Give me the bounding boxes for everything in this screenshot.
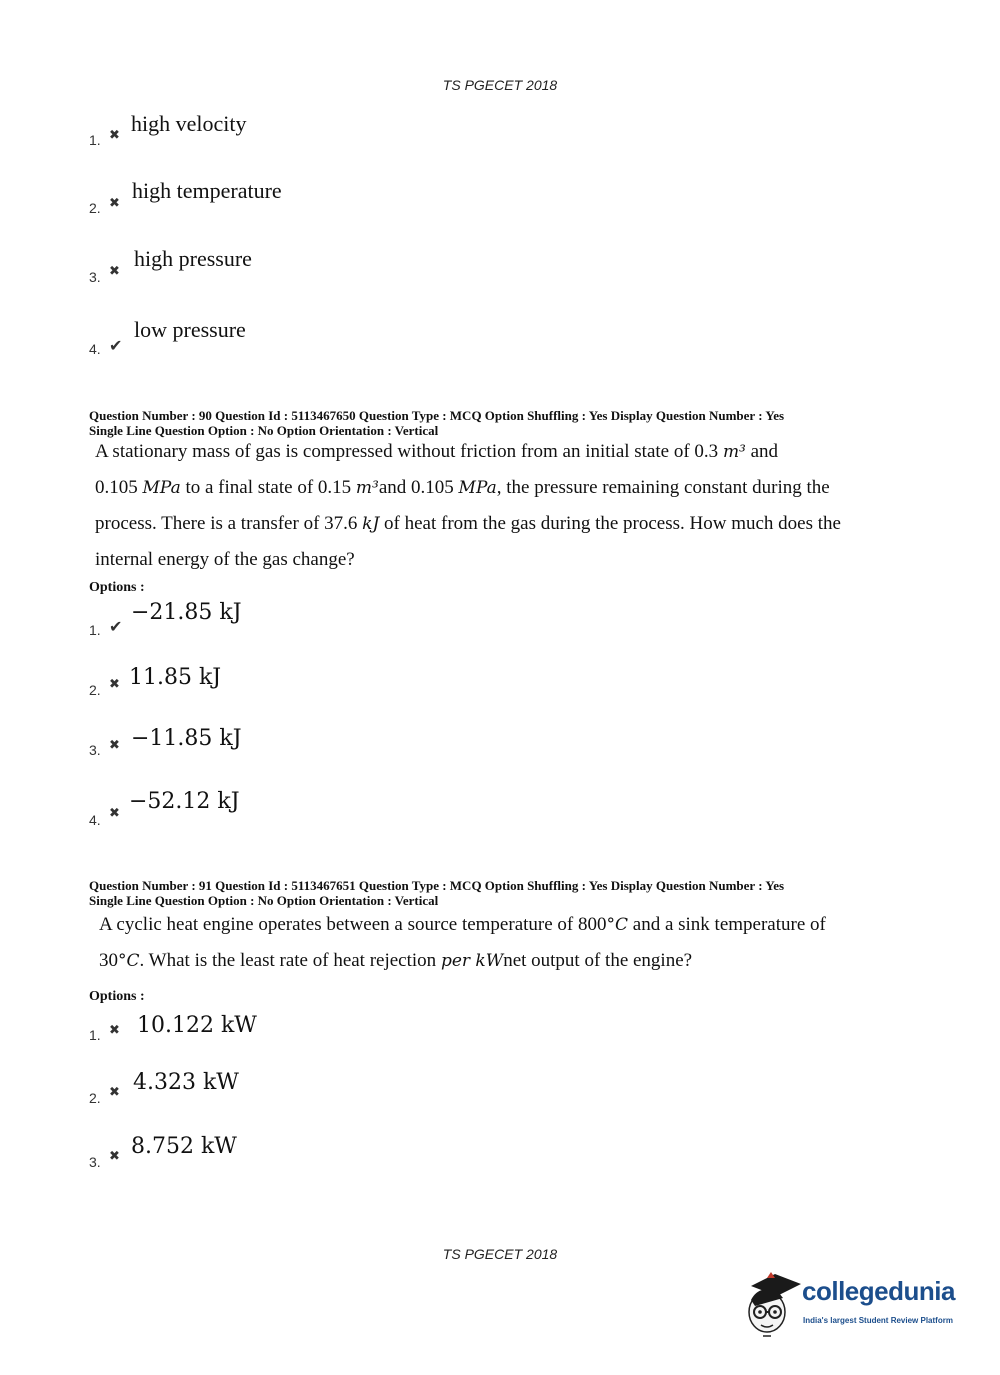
option-number: 3. — [89, 742, 101, 758]
options-label: Options : — [89, 580, 145, 595]
question-line: process. There is a transfer of 37.6 kJ of heat from the gas during the process. How much does the — [95, 513, 841, 534]
question-line: A stationary mass of gas is compressed without friction from an initial state of 0.3 m³ and — [95, 441, 779, 462]
check-mark-icon: ✔ — [109, 617, 123, 636]
q89-option-1 — [89, 108, 389, 148]
option-text: 10.122 kW — [137, 1013, 257, 1038]
meta-line-2: Single Line Question Option : No Option Orientation : Vertical — [89, 423, 439, 438]
option-number: 1. — [89, 622, 101, 638]
collegedunia-logo — [745, 1270, 975, 1340]
option-number: 2. — [89, 1090, 101, 1106]
option-text: high temperature — [132, 178, 282, 203]
q91-option-3 — [89, 1130, 389, 1170]
q89-option-4 — [89, 317, 389, 357]
option-number: 3. — [89, 269, 101, 285]
q90-option-2 — [89, 658, 389, 698]
option-number: 1. — [89, 132, 101, 148]
question-91-meta — [89, 878, 909, 908]
page-footer: TS PGECET 2018 — [442, 1246, 558, 1262]
mascot-icon — [745, 1270, 805, 1340]
option-number: 3. — [89, 1154, 101, 1170]
option-text: high pressure — [134, 246, 252, 271]
option-text: high velocity — [131, 111, 247, 136]
wrong-mark-icon: ✖ — [109, 1085, 120, 1100]
option-text: low pressure — [134, 317, 246, 342]
q90-option-1 — [89, 598, 389, 638]
question-line: A cyclic heat engine operates between a source temperature of 800°C and a sink temperature of — [99, 914, 826, 935]
q89-option-2 — [89, 176, 389, 216]
question-line: 30°C. What is the least rate of heat rejection per kWnet output of the engine? — [99, 950, 693, 971]
q89-option-3 — [89, 245, 389, 285]
q90-option-4 — [89, 788, 389, 828]
wrong-mark-icon: ✖ — [109, 677, 120, 692]
options-label: Options : — [89, 989, 145, 1004]
wrong-mark-icon: ✖ — [109, 738, 120, 753]
wrong-mark-icon: ✖ — [109, 264, 120, 279]
logo-wordmark: collegedunia — [802, 1276, 955, 1306]
wrong-mark-icon: ✖ — [109, 196, 120, 211]
q90-option-3 — [89, 718, 389, 758]
meta-line-2: Single Line Question Option : No Option Orientation : Vertical — [89, 893, 439, 908]
option-text: 8.752 kW — [131, 1134, 237, 1159]
option-number: 1. — [89, 1027, 101, 1043]
wrong-mark-icon: ✖ — [109, 1023, 120, 1038]
logo-tagline: India's largest Student Review Platform — [803, 1316, 953, 1325]
page-header: TS PGECET 2018 — [442, 77, 558, 93]
question-line: internal energy of the gas change? — [95, 549, 355, 570]
question-90-text — [95, 434, 905, 578]
option-text: −11.85 kJ — [131, 726, 242, 751]
q91-option-2 — [89, 1066, 389, 1106]
meta-line-1: Question Number : 91 Question Id : 5113467651 Question Type : MCQ Option Shuffling : Yes Display Question Number : Yes — [89, 878, 785, 893]
option-number: 4. — [89, 341, 101, 357]
q91-option-1 — [89, 1003, 389, 1043]
option-text: −52.12 kJ — [129, 789, 240, 814]
question-line: 0.105 MPa to a final state of 0.15 m³and 0.105 MPa, the pressure remaining constant during the — [95, 477, 830, 498]
option-text: 11.85 kJ — [129, 665, 222, 690]
option-text: 4.323 kW — [133, 1070, 239, 1095]
wrong-mark-icon: ✖ — [109, 128, 120, 143]
question-91-text — [99, 907, 909, 979]
option-text: −21.85 kJ — [131, 600, 242, 625]
option-number: 2. — [89, 682, 101, 698]
wrong-mark-icon: ✖ — [109, 806, 120, 821]
wrong-mark-icon: ✖ — [109, 1149, 120, 1164]
meta-line-1: Question Number : 90 Question Id : 5113467650 Question Type : MCQ Option Shuffling : Yes Display Question Number : Yes — [89, 408, 785, 423]
option-number: 2. — [89, 200, 101, 216]
option-number: 4. — [89, 812, 101, 828]
check-mark-icon: ✔ — [109, 336, 123, 355]
